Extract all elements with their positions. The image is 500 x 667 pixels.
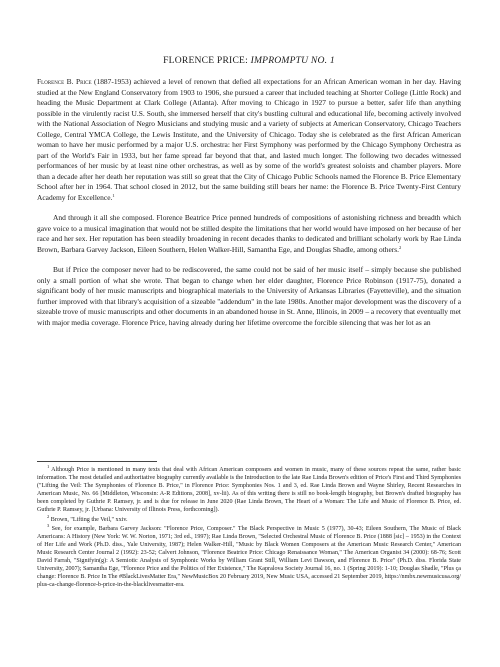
paragraph-1 <box>37 77 461 203</box>
title-prefix: FLORENCE PRICE: <box>163 55 251 66</box>
footnote-3-text: See, for example, Barbara Garvey Jackson: "Florence Price, Composer." The Black Perspective in Music 5 (1977), 30-43; Eileen Southern, The Music of Black Americans: A History (New York: W. W. Norton, 1971; 3rd ed., 1997); Rae Linda Brown, "Selected Orchestral Music of Florence B. Price (1888 [sic] – 1953) in the Context of Her Life and Work (Ph.D. diss., Yale University, 1987); Helen Walker-Hill, "Music by Black Women Composers at the American Music Research Center," American Music Research Center Journal 2 (1992): 23-52; Calvert Johnson, "Florence Beatrice Price: Chicago Renaissance Woman," The American Organist 34 (2000): 68-76; Scott David Farrah, "Signifyin(g): A Semiotic Analysis of Symphonic Works by William Grant Still, William Levi Dawson, and Florence B. Price" (Ph.D. diss. Florida State University, 2007); Samantha Ege, "Florence Price and the Politics of Her Existence," The Kapralova Society Journal 16, no. 1 (Spring 2019): 1-10; Douglas Shadle, "Plus ça change: Florence B. Price In The #BlackLivesMatter Era," NewMusicBox 20 February 2019, New Music USA, accessed 21 September 2019, <box>37 525 461 581</box>
paragraph-1-text: (1887-1953) achieved a level of renown that defied all expectations for an African American woman in her day. Having studied at the New England Conservatory from 1903 to 1906, she pursued a career that included teaching at Shorter College (Little Rock) and heading the Music Department at Clark College (Atlanta). After moving to Chicago in 1927 to pursue a better, safer life than anything possible in the virulently racist U.S. South, she immersed herself that city's bustling cultural and educational life, becoming actively involved with the National Association of Negro Musicians and studying music and a variety of subjects at American Conservatory, Chicago Teachers College, Central YMCA College, the Lewis Institute, and the University of Chicago. Today she is celebrated as the first African American woman to have her music performed by a major U.S. orchestra: her First Symphony was performed by the Chicago Symphony Orchestra as part of the World's Fair in 1933, but her fame spread far beyond that that, and lasted much longer. The following two decades witnessed performances of her music by at least nine other orchestras, as well as by some of the world's greatest soloists and chamber players. More than a decade after her death her reputation was still so great that the City of Chicago Public Schools named the Florence B. Price Elementary School after her in 1964. That school closed in 2012, but the same building still bears her name: the Florence B. Price Twenty-First Century Academy for Excellence. <box>37 77 461 202</box>
footnote-3 <box>37 522 462 590</box>
footnote-1-text: Although Price is mentioned in many texts that deal with African American composers and women in music, many of these sources repeat the same, rather basic information. The most detailed and authoritative biography currently available is the Introduction to the late Rae Linda Brown's edition of Price's First and Third Symphonies ("Lifting the Veil: The Symphonies of Florence B. Price," in Florence Price: Symphonies Nos. 1 and 3, ed. Rae Linda Brown and Wayne Shirley, Recent Researches in American Music, No. 66 [Middleton, Wisconsin: A-R Editions, 2008], xv-lii). As of this writing there is still no book-length biography, but Brown's drafted biography has been completed by Guthrie P. Ramsey, jr. and is due for release in June 2020 (Rae Linda Brown, The Heart of a Woman: The Life and Music of Florence B. Price, ed. Guthrie P. Ramsey, jr. [Urbana: University of Illinois Press, forthcoming]). <box>37 467 461 514</box>
paragraph-2-text: And through it all she composed. Florence Beatrice Price penned hundreds of compositions of astonishing richness and breadth which gave voice to a musical imagination that would not be stilled despite the limitations that her world would have imposed on her because of her race and her sex. Her reputation has been steadily broadening in recent decades thanks to dedicated and brilliant scholarly work by Rae Linda Brown, Barbara Garvey Jackson, Eileen Southern, Helen Walker-Hill, Samantha Ege, and Douglas Shadle, among others. <box>37 213 461 254</box>
body-text <box>37 77 461 328</box>
page-title <box>37 0 461 66</box>
footnote-2 <box>37 513 461 524</box>
footnote-3-tail: . <box>183 582 185 589</box>
paragraph-2 <box>37 213 461 255</box>
footnote-mark-2: 2 <box>47 513 50 519</box>
author-name-lead: Florence B. Price <box>37 77 92 86</box>
paragraph-3-text: But if Price the composer never had to be rediscovered, the same could not be said of her music itself – simply because she published only a small portion of what she wrote. That began to change when her elder daughter, Florence Price Robinson (1917-75), donated a significant body of her music manuscripts and biographical materials to the University of Arkansas Libraries (Fayetteville), and the situation further improved with that library's acquisition of a sizeable "addendum" in the late 1980s. Another major development was the discovery of a sizeable trove of music manuscripts and other documents in an abandoned house in St. Anne, Illinois, in 2009 – a recovery that eventually met with major media coverage. Florence Price, having already during her lifetime overcome the forcible silencing that was her lot as an <box>37 265 461 327</box>
footnote-2-text: Brown, "Lifting the Veil," xxiv. <box>49 516 128 523</box>
paragraph-3 <box>37 265 461 328</box>
footnote-ref-1[interactable]: 1 <box>112 192 115 198</box>
footnote-mark-3: 3 <box>47 522 50 528</box>
footnote-1 <box>37 466 461 515</box>
footnote-mark-1: 1 <box>47 464 50 469</box>
footnote-3-link[interactable]: https://nmbx.newmusicusa.org/plus-ca-change-florence-b-price-in-the-blacklivesmatter-era <box>37 574 462 589</box>
footnotes <box>37 466 461 589</box>
title-italic: IMPROMPTU NO. 1 <box>250 55 335 66</box>
footnote-divider <box>37 461 157 462</box>
footnote-ref-3[interactable]: 2 <box>399 244 402 250</box>
